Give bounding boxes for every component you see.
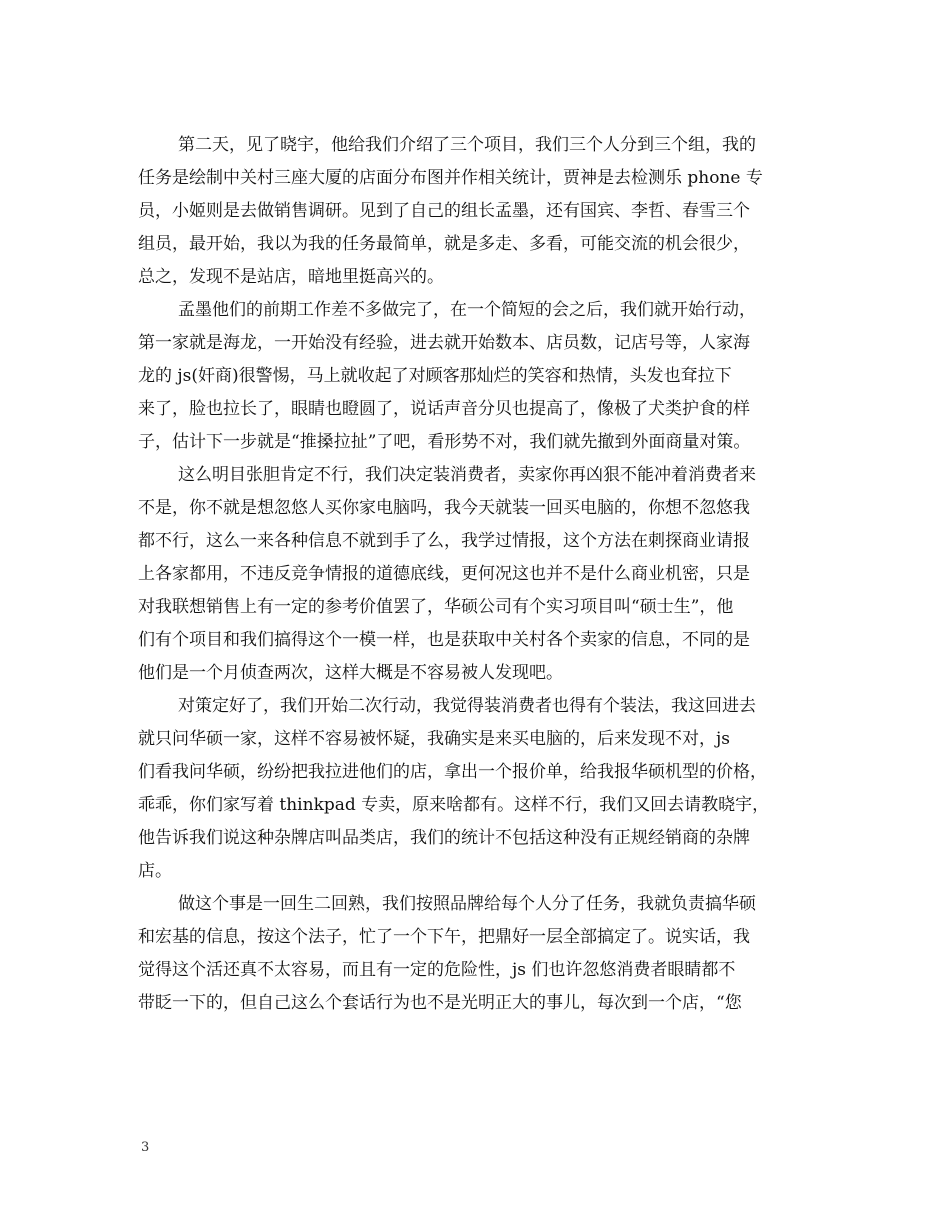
text-line: 对策定好了，我们开始二次行动，我觉得装消费者也得有个装法，我这回进去	[178, 696, 756, 716]
text-line: 总之，发现不是站店，暗地里挺高兴的。	[138, 267, 444, 287]
text-line: 他们是一个月侦查两次，这样大概是不容易被人发现吧。	[138, 663, 563, 683]
text-line: 任务是绘制中关村三座大厦的店面分布图并作相关统计，贾神是去检测乐 phone 专	[138, 168, 763, 188]
text-line: 员，小姬则是去做销售调研。见到了自己的组长孟墨，还有国宾、李哲、春雪三个	[138, 201, 750, 221]
text-line: 孟墨他们的前期工作差不多做完了，在一个简短的会之后，我们就开始行动，	[178, 300, 756, 320]
text-line: 店。	[138, 861, 172, 881]
text-line: 第一家就是海龙，一开始没有经验，进去就开始数本、店员数，记店号等，人家海	[138, 333, 750, 353]
text-line: 第二天，见了晓宇，他给我们介绍了三个项目，我们三个人分到三个组，我的	[178, 135, 756, 155]
text-line: 都不行，这么一来各种信息不就到手了么，我学过情报，这个方法在刺探商业请报	[138, 531, 750, 551]
text-line: 不是，你不就是想忽悠人买你家电脑吗，我今天就装一回买电脑的，你想不忽悠我	[138, 498, 750, 518]
page-number: 3	[141, 1140, 150, 1155]
text-line: 上各家都用，不违反竞争情报的道德底线，更何况这也并不是什么商业机密，只是	[138, 564, 750, 584]
text-line: 们有个项目和我们搞得这个一模一样，也是获取中关村各个卖家的信息，不同的是	[138, 630, 750, 650]
text-line: 这么明目张胆肯定不行，我们决定装消费者，卖家你再凶狠不能冲着消费者来	[178, 465, 756, 485]
body-text	[138, 129, 828, 1020]
text-line: 龙的 js(奸商)很警惕，马上就收起了对顾客那灿烂的笑容和热情，头发也耷拉下	[138, 366, 732, 386]
text-line: 子，估计下一步就是“推搡拉扯”了吧，看形势不对，我们就先撤到外面商量对策。	[138, 432, 751, 452]
text-line: 觉得这个活还真不太容易，而且有一定的危险性，js 们也许忽悠消费者眼睛都不	[138, 960, 736, 980]
text-line: 对我联想销售上有一定的参考价值罢了，华硕公司有个实习项目叫“硕士生”，他	[138, 597, 734, 617]
text-line: 做这个事是一回生二回熟，我们按照品牌给每个人分了任务，我就负责搞华硕	[178, 894, 756, 914]
text-line: 他告诉我们说这种杂牌店叫品类店，我们的统计不包括这种没有正规经销商的杂牌	[138, 828, 750, 848]
text-line: 组员，最开始，我以为我的任务最简单，就是多走、多看，可能交流的机会很少，	[138, 234, 750, 254]
text-line: 们看我问华硕，纷纷把我拉进他们的店，拿出一个报价单，给我报华硕机型的价格，	[138, 762, 767, 782]
text-line: 和宏基的信息，按这个法子，忙了一个下午，把鼎好一层全部搞定了。说实话，我	[138, 927, 750, 947]
text-line: 带眨一下的，但自己这么个套话行为也不是光明正大的事儿，每次到一个店，“您	[138, 993, 742, 1013]
text-line: 来了，脸也拉长了，眼睛也瞪圆了，说话声音分贝也提高了，像极了犬类护食的样	[138, 399, 750, 419]
text-line: 乖乖，你们家写着 thinkpad 专卖，原来啥都有。这样不行，我们又回去请教晓宇，	[138, 795, 770, 815]
text-line: 就只问华硕一家，这样不容易被怀疑，我确实是来买电脑的，后来发现不对，js	[138, 729, 730, 749]
